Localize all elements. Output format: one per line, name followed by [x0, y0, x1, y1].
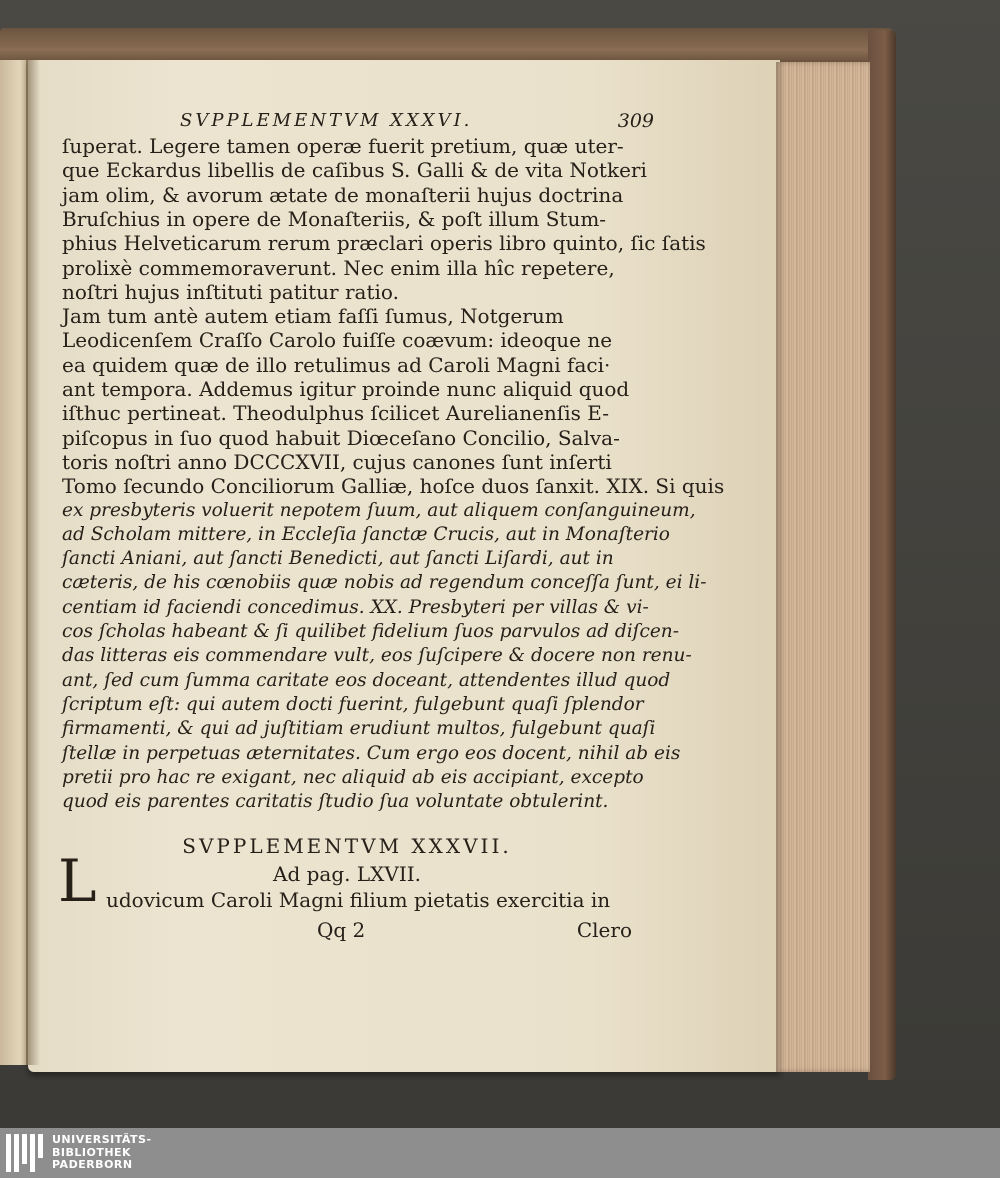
- text-line: ſcriptum eſt: qui autem docti fuerint, fulgebunt quaſi ſplendor: [62, 693, 644, 715]
- section-subtitle: Ad pag. LXVII.: [273, 862, 421, 886]
- section-first-line: udovicum Caroli Magni filium pietatis exercitia in: [106, 888, 611, 912]
- text-line: phius Helveticarum rerum præclari operis libro quinto, ſic ſatis: [62, 231, 706, 256]
- catchword: Clero: [576, 918, 632, 942]
- text-line: firmamenti, & qui ad juſtitiam erudiunt multos, fulgebunt quaſi: [62, 718, 656, 740]
- text-line: toris noſtri anno DCCCXVII, cujus canones ſunt inſerti: [62, 449, 612, 474]
- text-line: ſancti Aniani, aut ſancti Benedicti, aut ſancti Liſardi, aut in: [62, 548, 614, 570]
- text-line: ea quidem quæ de illo retulimus ad Caroli Magni faci·: [62, 352, 611, 377]
- library-name-line1: UNIVERSITÄTS-: [52, 1133, 152, 1146]
- text-line: piſcopus in ſuo quod habuit Diœceſano Concilio, Salva-: [62, 425, 620, 450]
- text-line: prolixè commemoraverunt. Nec enim illa hîc repetere,: [62, 255, 615, 280]
- text-line: centiam id faciendi concedimus. XX. Presbyteri per villas & vi-: [62, 596, 649, 618]
- text-line: das litteras eis commendare vult, eos ſuſcipere & docere non renu-: [62, 645, 692, 667]
- left-page-edge: [0, 60, 29, 1065]
- text-line: pretii pro hac re exigant, nec aliquid ab eis accipiant, excepto: [62, 766, 644, 788]
- page-gutter-shadow: [26, 60, 40, 1065]
- text-line: cæteris, de his cœnobiis quæ nobis ad regendum conceſſa ſunt, ei li-: [62, 572, 707, 594]
- library-logo-icon: [6, 1134, 46, 1172]
- section-title: SVPPLEMENTVM XXXVII.: [182, 834, 512, 858]
- text-line: cos ſcholas habeant & ſi quilibet fidelium ſuos parvulos ad diſcen-: [62, 621, 679, 642]
- library-name-line3: PADERBORN: [52, 1158, 133, 1171]
- page-fore-edge: [776, 62, 870, 1072]
- text-line: Leodicenſem Craſſo Carolo fuiſſe coævum: ideoque ne: [62, 328, 613, 353]
- text-line: jam olim, & avorum ætate de monaſterii hujus doctrina: [62, 182, 624, 207]
- text-line: ex presbyteris voluerit nepotem ſuum, aut aliquem conſanguineum,: [62, 499, 696, 521]
- drop-cap: L: [58, 847, 97, 915]
- text-line: ant, ſed cum ſumma caritate eos doceant, attendentes illud quod: [62, 669, 671, 691]
- text-line: ant tempora. Addemus igitur proinde nunc aliquid quod: [62, 377, 630, 401]
- text-line: que Eckardus libellis de caſibus S. Galli & de vita Notkeri: [62, 158, 647, 183]
- library-name: [52, 1134, 152, 1172]
- page-number: 309: [617, 110, 654, 132]
- signature-mark: Qq 2: [317, 918, 366, 942]
- text-line: ſtellæ in perpetuas æternitates. Cum ergo eos docent, nihil ab eis: [62, 742, 681, 764]
- text-line: ad Scholam mittere, in Eccleſia ſanctæ Crucis, aut in Monaſterio: [62, 523, 670, 545]
- library-name-line2: BIBLIOTHEK: [52, 1145, 132, 1159]
- text-line: Tomo ſecundo Conciliorum Galliæ, hoſce duos ſanxit. XIX. Si quis: [62, 474, 725, 499]
- text-line: ſuperat. Legere tamen operæ fuerit pretium, quæ uter-: [62, 134, 624, 158]
- text-line: iſthuc pertineat. Theodulphus ſcilicet Aurelianenſis E-: [62, 401, 609, 426]
- text-line: quod eis parentes caritatis ſtudio ſua voluntate obtulerint.: [62, 791, 609, 813]
- library-banner: [0, 1128, 1000, 1178]
- text-line: Bruſchius in opere de Monaſteriis, & poſt illum Stum-: [62, 206, 607, 231]
- text-line: noſtri hujus inſtituti patitur ratio.: [62, 279, 399, 304]
- text-line: Jam tum antè autem etiam faſſi ſumus, Notgerum: [62, 304, 564, 329]
- running-header: [180, 110, 654, 132]
- book-cover-right: [868, 30, 896, 1080]
- running-title: SVPPLEMENTVM XXXVI.: [180, 110, 473, 131]
